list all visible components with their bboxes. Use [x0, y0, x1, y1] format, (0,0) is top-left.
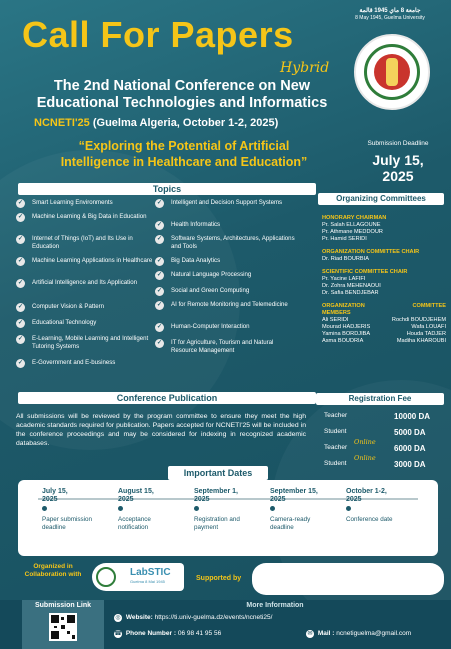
timeline-item	[346, 488, 416, 523]
timeline-item	[118, 488, 188, 531]
check-icon: ✓	[17, 280, 24, 286]
timeline-event: Paper submission deadline	[42, 516, 93, 531]
topic-item	[16, 199, 156, 207]
topic-label: E-Learning, Mobile Learning and Intelligent Tutoring Systems	[32, 335, 149, 350]
topic-label: AI for Remote Monitoring and Telemedicine	[171, 301, 288, 308]
committee-member: Yamina BORDJIBA	[322, 331, 371, 337]
submission-label: Submission Link	[34, 602, 91, 609]
website-line[interactable]	[114, 614, 272, 622]
topic-label: Natural Language Processing	[171, 271, 252, 278]
committee-member-row	[322, 317, 446, 324]
phone-line	[114, 630, 221, 638]
topic-item	[155, 199, 295, 207]
lab-name: LabSTIC	[130, 567, 171, 578]
committee-title: HONORARY CHAIRMAN	[322, 215, 387, 221]
committee-member: Pr. Salah ELLAGOUNE	[322, 222, 381, 228]
topic-label: Educational Technology	[32, 319, 97, 326]
committee-member-row	[322, 338, 446, 345]
fee-amount: 6000 DA	[394, 444, 426, 453]
topic-item	[16, 335, 156, 351]
topic-label: Machine Learning & Big Data in Education	[32, 213, 147, 220]
committee-title-part: ORGANIZATION	[322, 303, 365, 309]
timeline-item	[270, 488, 340, 531]
mode-label: Hybrid	[280, 60, 330, 76]
check-icon: ✓	[17, 200, 24, 206]
timeline-dot	[270, 506, 275, 511]
topic-item	[155, 271, 295, 279]
committees-list	[322, 215, 446, 345]
check-icon: ✓	[156, 222, 163, 228]
check-icon: ✓	[156, 324, 163, 330]
committee-member: Rochdi BOUDJEHEM	[391, 317, 446, 323]
committee-member: Pr. Hamid SERIDI	[322, 236, 367, 242]
timeline-year: 2025	[346, 496, 362, 503]
timeline-year: 2025	[270, 496, 286, 503]
fee-amount: 10000 DA	[394, 412, 431, 421]
topic-label: E-Government and E-business	[32, 359, 116, 366]
committee-member: Wafa LOUAFI	[411, 324, 446, 330]
timeline-date: September 1,	[194, 488, 238, 495]
topic-label: IT for Agriculture, Tourism and Natural Resource Management	[171, 339, 274, 354]
timeline-dot	[118, 506, 123, 511]
committee-member: Dr. Safia BENDJEBAR	[322, 290, 379, 296]
topics-heading: Topics	[18, 183, 316, 195]
university-latin: 8 May 1945, Guelma University	[355, 15, 425, 21]
logo-figure	[386, 58, 398, 86]
committee-member: Madiha KHAROUBI	[396, 338, 446, 344]
website-label: Website:	[125, 614, 153, 621]
committee-title: MEMBERS	[322, 310, 351, 316]
check-icon: ✓	[156, 302, 163, 308]
topic-item	[155, 221, 295, 229]
check-icon: ✓	[17, 304, 24, 310]
phone-icon: ☎	[114, 631, 122, 637]
fee-category: Student	[324, 460, 347, 467]
conference-line: Educational Technologies and Informatics	[36, 95, 328, 111]
timeline-date: August 15,	[118, 488, 154, 495]
committee-member: Pr. Athmane MEDDOUR	[322, 229, 383, 235]
mail-label: Mail :	[317, 630, 335, 637]
theme-line: Intelligence in Healthcare and Education”	[60, 155, 308, 169]
topic-label: Machine Learning Applications in Healthcare	[32, 257, 153, 264]
conference-theme	[24, 138, 344, 170]
acronym: NCNETI'25	[34, 117, 90, 129]
fee-amount: 5000 DA	[394, 428, 426, 437]
theme-line: “Exploring the Potential of Artificial	[78, 139, 290, 153]
deadline-label: Submission Deadline	[367, 140, 429, 147]
location-date: (Guelma Algeria, October 1-2, 2025)	[92, 117, 279, 129]
topic-label: Artificial Intelligence and Its Application	[32, 279, 138, 286]
publication-heading: Conference Publication	[18, 392, 316, 404]
committee-member: Ali SERIDI	[322, 317, 349, 323]
timeline-event: Camera-ready deadline	[270, 516, 311, 531]
topic-item	[155, 257, 295, 265]
committee-member: Asma BOUDRIA	[322, 338, 364, 344]
committee-member: Dr. Riad BOURBIA	[322, 256, 369, 262]
organized-label: Organized in Collaboration with	[24, 563, 82, 578]
committee-member: Houda TADJER	[406, 331, 446, 337]
timeline-event: Conference date	[346, 516, 393, 523]
fee-amount: 3000 DA	[394, 460, 426, 469]
topic-item	[16, 235, 156, 251]
timeline-dot	[346, 506, 351, 511]
topic-item	[155, 301, 295, 309]
topic-label: Big Data Analytics	[171, 257, 221, 264]
lab-logo	[124, 563, 184, 591]
check-icon: ✓	[17, 236, 24, 242]
topic-item	[16, 213, 156, 221]
check-icon: ✓	[156, 236, 163, 242]
decor-circle	[0, 150, 240, 450]
check-icon: ✓	[156, 200, 163, 206]
mail-icon: ✉	[307, 631, 313, 637]
committee-member: Pr. Yacine LAFIFI	[322, 276, 366, 282]
fee-category: Teacher	[324, 444, 348, 451]
committee-title-part: COMMITTEE	[412, 303, 446, 309]
timeline-item	[42, 488, 112, 531]
committees-heading: Organizing Committees	[318, 193, 444, 205]
conference-name	[22, 78, 342, 112]
topic-item	[155, 339, 295, 355]
timeline-event: Acceptance notification	[118, 516, 151, 531]
deadline-date-line: July 15,	[372, 152, 424, 168]
topic-label: Computer Vision & Pattern	[32, 303, 105, 310]
check-icon: ✓	[156, 340, 163, 346]
university-name	[335, 8, 445, 22]
mail-address[interactable]: ncnetiguelma@gmail.com	[336, 630, 412, 637]
topic-label: Health Informatics	[171, 221, 221, 228]
website-url[interactable]: https://ti.univ-guelma.dz/events/ncneti25/	[154, 614, 273, 621]
committee-member: Mourad HADJERIS	[322, 324, 371, 330]
timeline-item	[194, 488, 264, 531]
topic-item	[16, 257, 156, 265]
topic-label: Intelligent and Decision Support Systems	[171, 199, 283, 206]
check-icon: ✓	[17, 360, 24, 366]
committee-title: ORGANIZATION COMMITTEE CHAIR	[322, 249, 420, 255]
committee-member-row	[322, 331, 446, 338]
check-icon: ✓	[156, 258, 163, 264]
conference-line: The 2nd National Conference on New	[53, 78, 311, 94]
phone-label: Phone Number :	[125, 630, 177, 637]
mail-line[interactable]	[306, 630, 411, 638]
registration-heading: Registration Fee	[316, 393, 444, 405]
committee-title: SCIENTIFIC COMMITTEE CHAIR	[322, 269, 408, 275]
page-title: Call For Papers	[22, 14, 294, 55]
registration-fees	[318, 408, 446, 472]
check-icon: ✓	[156, 272, 163, 278]
online-label: Online	[354, 454, 376, 462]
online-label: Online	[354, 438, 376, 446]
topic-item	[16, 279, 156, 287]
topic-item	[155, 235, 295, 251]
timeline-year: 2025	[194, 496, 210, 503]
university-logo	[354, 34, 430, 110]
check-icon: ✓	[17, 258, 24, 264]
topic-label: Social and Green Computing	[171, 287, 250, 294]
committee-title	[322, 303, 446, 310]
timeline-date: October 1-2,	[346, 488, 387, 495]
topic-item	[16, 319, 156, 327]
timeline-event: Registration and payment	[194, 516, 240, 531]
timeline-dot	[194, 506, 199, 511]
publication-text: All submissions will be reviewed by the program committee to ensure they meet the high academic standards required for publication. Papers accepted for NCNETI'25 will be included in the conference proceedings and may be considered for indexing in recognized academic databases.	[16, 413, 306, 447]
fee-category: Student	[324, 428, 347, 435]
partner-ring	[96, 567, 116, 587]
phone-number: 06 98 41 95 56	[177, 630, 222, 637]
lab-sub: Guelma 8 Mai 1945	[130, 579, 165, 584]
sponsor-box	[252, 563, 444, 595]
qr-code-icon[interactable]	[49, 613, 77, 641]
fee-category: Teacher	[324, 412, 348, 419]
more-info-heading: More Information	[246, 602, 304, 609]
timeline-year: 2025	[118, 496, 134, 503]
dates-heading: Important Dates	[168, 466, 268, 480]
timeline-date: July 15,	[42, 488, 68, 495]
topic-label: Internet of Things (IoT) and Its Use in Education	[32, 235, 133, 250]
topic-item	[16, 359, 156, 367]
check-icon: ✓	[17, 320, 24, 326]
committee-member-row	[322, 324, 446, 331]
check-icon: ✓	[156, 288, 163, 294]
topic-item	[16, 303, 156, 311]
committee-member: Dr. Zohra MEHENAOUI	[322, 283, 381, 289]
topic-item	[155, 323, 295, 331]
topic-label: Software Systems, Architectures, Applications and Tools	[171, 235, 295, 250]
deadline-date-line: 2025	[382, 168, 414, 184]
topic-label: Human-Computer Interaction	[171, 323, 250, 330]
supported-label: Supported by	[196, 575, 242, 582]
timeline-year: 2025	[42, 496, 58, 503]
submission-link[interactable]	[22, 600, 104, 649]
timeline-date: September 15,	[270, 488, 318, 495]
check-icon: ✓	[17, 336, 24, 342]
university-arabic: جامعة 8 ماي 1945 قالمة	[359, 8, 421, 14]
topic-label: Smart Learning Environments	[32, 199, 113, 206]
acronym-line	[34, 117, 278, 129]
important-dates	[18, 480, 438, 556]
timeline-dot	[42, 506, 47, 511]
deadline-date	[350, 152, 446, 184]
globe-icon: ◎	[115, 615, 121, 621]
check-icon: ✓	[17, 214, 24, 220]
topic-item	[155, 287, 295, 295]
